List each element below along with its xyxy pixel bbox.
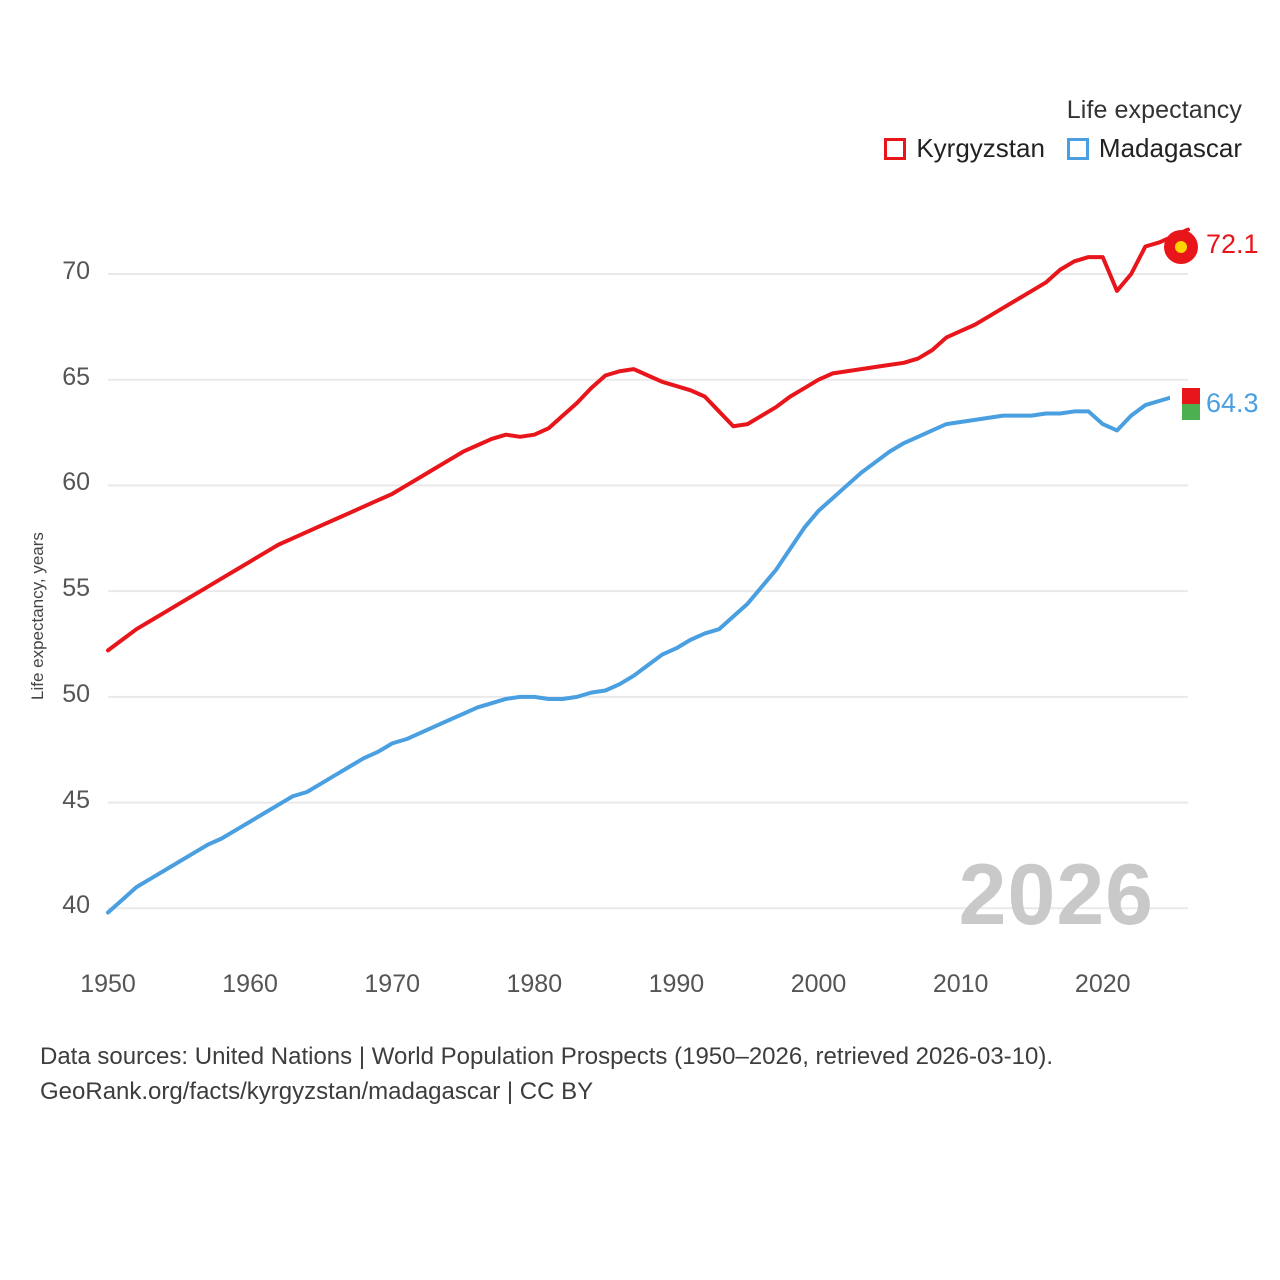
legend-label-madagascar: Madagascar	[1098, 133, 1242, 163]
x-tick-label: 1970	[364, 970, 421, 998]
flag-band-green	[1182, 404, 1200, 420]
y-axis-title: Life expectancy, years	[28, 532, 47, 700]
x-tick-label: 2010	[932, 970, 989, 998]
x-tick-label: 1950	[80, 970, 136, 998]
gridlines	[108, 274, 1188, 908]
x-tick-label: 2000	[790, 970, 847, 998]
y-tick-label: 45	[62, 785, 90, 814]
series-lines	[108, 230, 1188, 913]
series-line-kyrgyzstan	[108, 230, 1188, 651]
x-tick-label: 1960	[222, 970, 278, 998]
footer-line-2: GeoRank.org/facts/kyrgyzstan/madagascar | CC BY	[40, 1077, 594, 1105]
y-tick-label: 55	[62, 574, 90, 603]
footer-sources	[40, 1040, 1053, 1110]
y-tick-label: 70	[62, 257, 90, 285]
flag-band-red	[1182, 388, 1200, 404]
kyrgyzstan-flag-icon	[1164, 230, 1198, 264]
end-value-madagascar: 64.3	[1206, 388, 1259, 418]
y-tick-label: 60	[62, 468, 90, 497]
x-tick-label: 1990	[648, 970, 705, 998]
y-tick-label: 50	[62, 679, 90, 708]
madagascar-flag-icon	[1170, 388, 1200, 420]
end-value-kyrgyzstan: 72.1	[1206, 229, 1259, 259]
series-line-madagascar	[108, 395, 1188, 913]
sun-icon	[1175, 241, 1187, 253]
legend-label-kyrgyzstan: Kyrgyzstan	[916, 133, 1045, 163]
legend-title: Life expectancy	[1066, 96, 1242, 124]
y-tick-label: 40	[62, 891, 90, 920]
footer-line-1: Data sources: United Nations | World Population Prospects (1950–2026, retrieved 2026-03-10).	[40, 1043, 1054, 1070]
year-watermark: 2026	[958, 847, 1154, 943]
x-tick-label: 1980	[506, 970, 563, 998]
flag-band-white	[1170, 388, 1182, 420]
x-tick-label: 2020	[1074, 970, 1131, 998]
y-tick-label: 65	[62, 362, 90, 391]
